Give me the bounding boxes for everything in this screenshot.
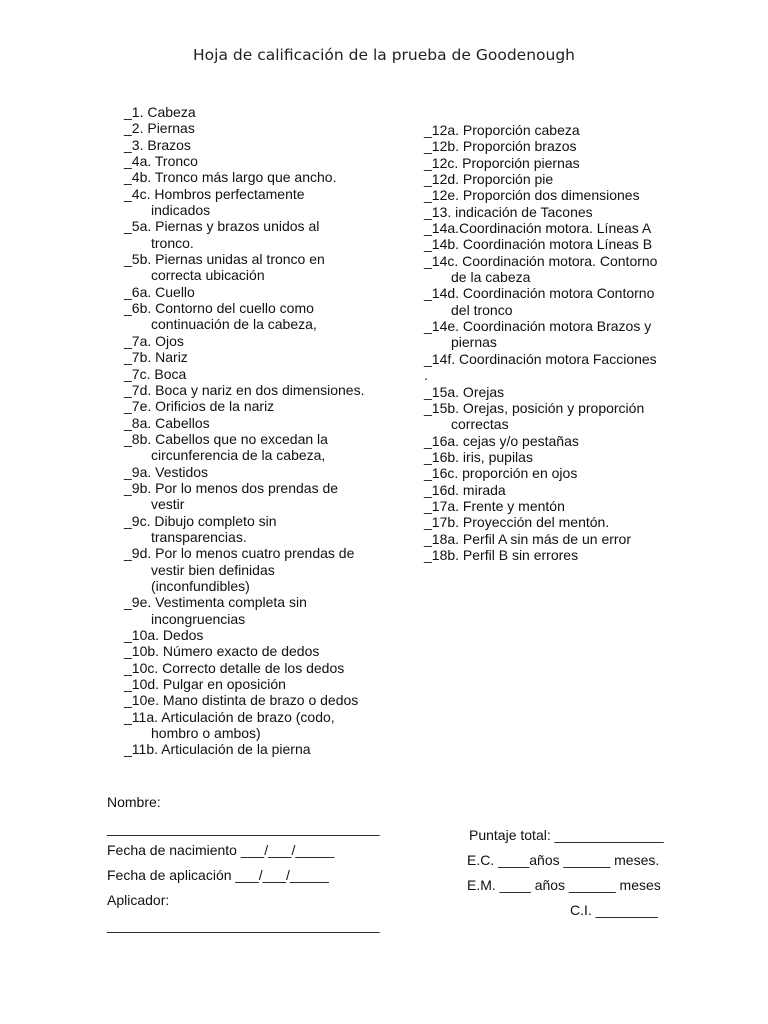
birth-date-field: Fecha de nacimiento ___/___/_____ [107,842,335,858]
scoring-item: _5a. Piernas y brazos unidos al [124,218,320,235]
scoring-item-continuation: correctas [451,416,509,433]
scoring-item: _11a. Articulación de brazo (codo, [124,708,335,725]
scoring-item: _16a. cejas y/o pestañas [424,432,579,449]
scoring-item: _10a. Dedos [124,627,204,643]
scoring-item: _9d. Por lo menos cuatro prendas de [124,545,355,562]
applicator-label: Aplicador: [107,892,170,908]
application-date-field: Fecha de aplicación ___/___/_____ [107,867,329,883]
scoring-item: _15a. Orejas [424,383,505,400]
scoring-item: _3. Brazos [124,136,191,153]
name-label: Nombre: [107,794,161,810]
scoring-item: _12c. Proporción piernas [424,154,580,171]
scoring-item: _8b. Cabellos que no excedan la [124,430,328,447]
scoring-item: _14f. Coordinación motora Facciones [424,350,657,367]
scoring-list-right [424,122,724,563]
scoring-item: _12b. Proporción brazos [424,138,577,155]
scoring-item: _14e. Coordinación motora Brazos y [424,318,652,335]
iq-field: C.I. ________ [570,902,658,918]
scoring-item: _10c. Correcto detalle de los dedos [124,659,345,676]
scoring-item-continuation: continuación de la cabeza, [151,316,317,333]
scoring-item: _4c. Hombros perfectamente [124,185,305,202]
scoring-item: _6b. Contorno del cuello como [124,300,314,317]
scoring-item: . [424,367,428,384]
scoring-item: _12a. Proporción cabeza [424,122,580,138]
scoring-item: _9a. Vestidos [124,463,209,480]
scoring-item: _8a. Cabellos [124,414,210,431]
scoring-item: _7d. Boca y nariz en dos dimensiones. [124,381,365,398]
scoring-item: _7c. Boca [124,365,187,382]
scoring-item-continuation: tronco. [151,234,194,251]
scoring-item: _16b. iris, pupilas [424,448,533,465]
scoring-item: _10d. Pulgar en oposición [124,676,286,693]
scoring-item: _9c. Dibujo completo sin [124,512,277,529]
scoring-item: _6a. Cuello [124,283,195,300]
scoring-item: _16c. proporción en ojos [424,465,578,482]
scoring-item: _9b. Por lo menos dos prendas de [124,479,339,496]
scoring-item: _15b. Orejas, posición y proporción [424,399,645,416]
scoring-item: _14a.Coordinación motora. Líneas A [424,220,652,237]
total-score-field: Puntaje total: ______________ [469,827,664,843]
scoring-item: _11b. Articulación de la pierna [124,741,311,758]
scoring-item-continuation: del tronco [451,301,513,318]
scoring-item: _13. indicación de Tacones [424,203,593,220]
scoring-list-left [124,104,414,758]
scoring-item: _2. Piernas [124,120,195,137]
scoring-item: _1. Cabeza [124,104,196,120]
scoring-item-continuation: indicados [151,202,211,219]
scoring-item: _9e. Vestimenta completa sin [124,594,307,611]
scoring-item: _10b. Número exacto de dedos [124,643,320,660]
applicator-blank-line: ___________________________________ [107,917,380,933]
scoring-item: _5b. Piernas unidas al tronco en [124,251,325,268]
scoring-item: _17a. Frente y mentón [424,497,565,514]
scoring-item-continuation: hombro o ambos) [151,725,261,742]
scoring-item-continuation: piernas [451,334,497,351]
scoring-item-continuation: circunferencia de la cabeza, [151,447,326,464]
scoring-item-continuation: incongruencias [151,610,246,627]
chronological-age-field: E.C. ____años ______ meses. [467,852,660,868]
scoring-item-continuation: de la cabeza [451,269,531,286]
scoring-item-continuation: correcta ubicación [151,267,265,284]
name-blank-line: ___________________________________ [107,820,380,836]
scoring-item: _10e. Mano distinta de brazo o dedos [124,692,359,709]
scoring-item-continuation: transparencias. [151,528,247,545]
scoring-item-continuation: vestir bien definidas [151,561,275,578]
scoring-item: _7a. Ojos [124,332,184,349]
scoring-item: _18a. Perfil A sin más de un error [424,530,631,547]
scoring-item: _12d. Proporción pie [424,171,554,188]
scoring-item: _7b. Nariz [124,349,188,366]
scoring-item: _14d. Coordinación motora Contorno [424,285,655,302]
scoring-item: _4a. Tronco [124,153,198,170]
scoring-item-continuation: (inconfundibles) [151,577,250,594]
scoring-item: _7e. Orificios de la nariz [124,398,275,415]
scoring-item: _18b. Perfil B sin errores [424,546,579,563]
scoring-item: _16d. mirada [424,481,506,498]
scoring-item: _14b. Coordinación motora Líneas B [424,236,653,253]
page-title: Hoja de calificación de la prueba de Goodenough [193,46,575,64]
scoring-item: _12e. Proporción dos dimensiones [424,187,640,204]
scoring-item: _17b. Proyección del mentón. [424,514,610,531]
scoring-item: _4b. Tronco más largo que ancho. [124,169,337,186]
scoring-item-continuation: vestir [151,496,185,513]
scoring-item: _14c. Coordinación motora. Contorno [424,252,658,269]
mental-age-field: E.M. ____ años ______ meses [467,877,661,893]
